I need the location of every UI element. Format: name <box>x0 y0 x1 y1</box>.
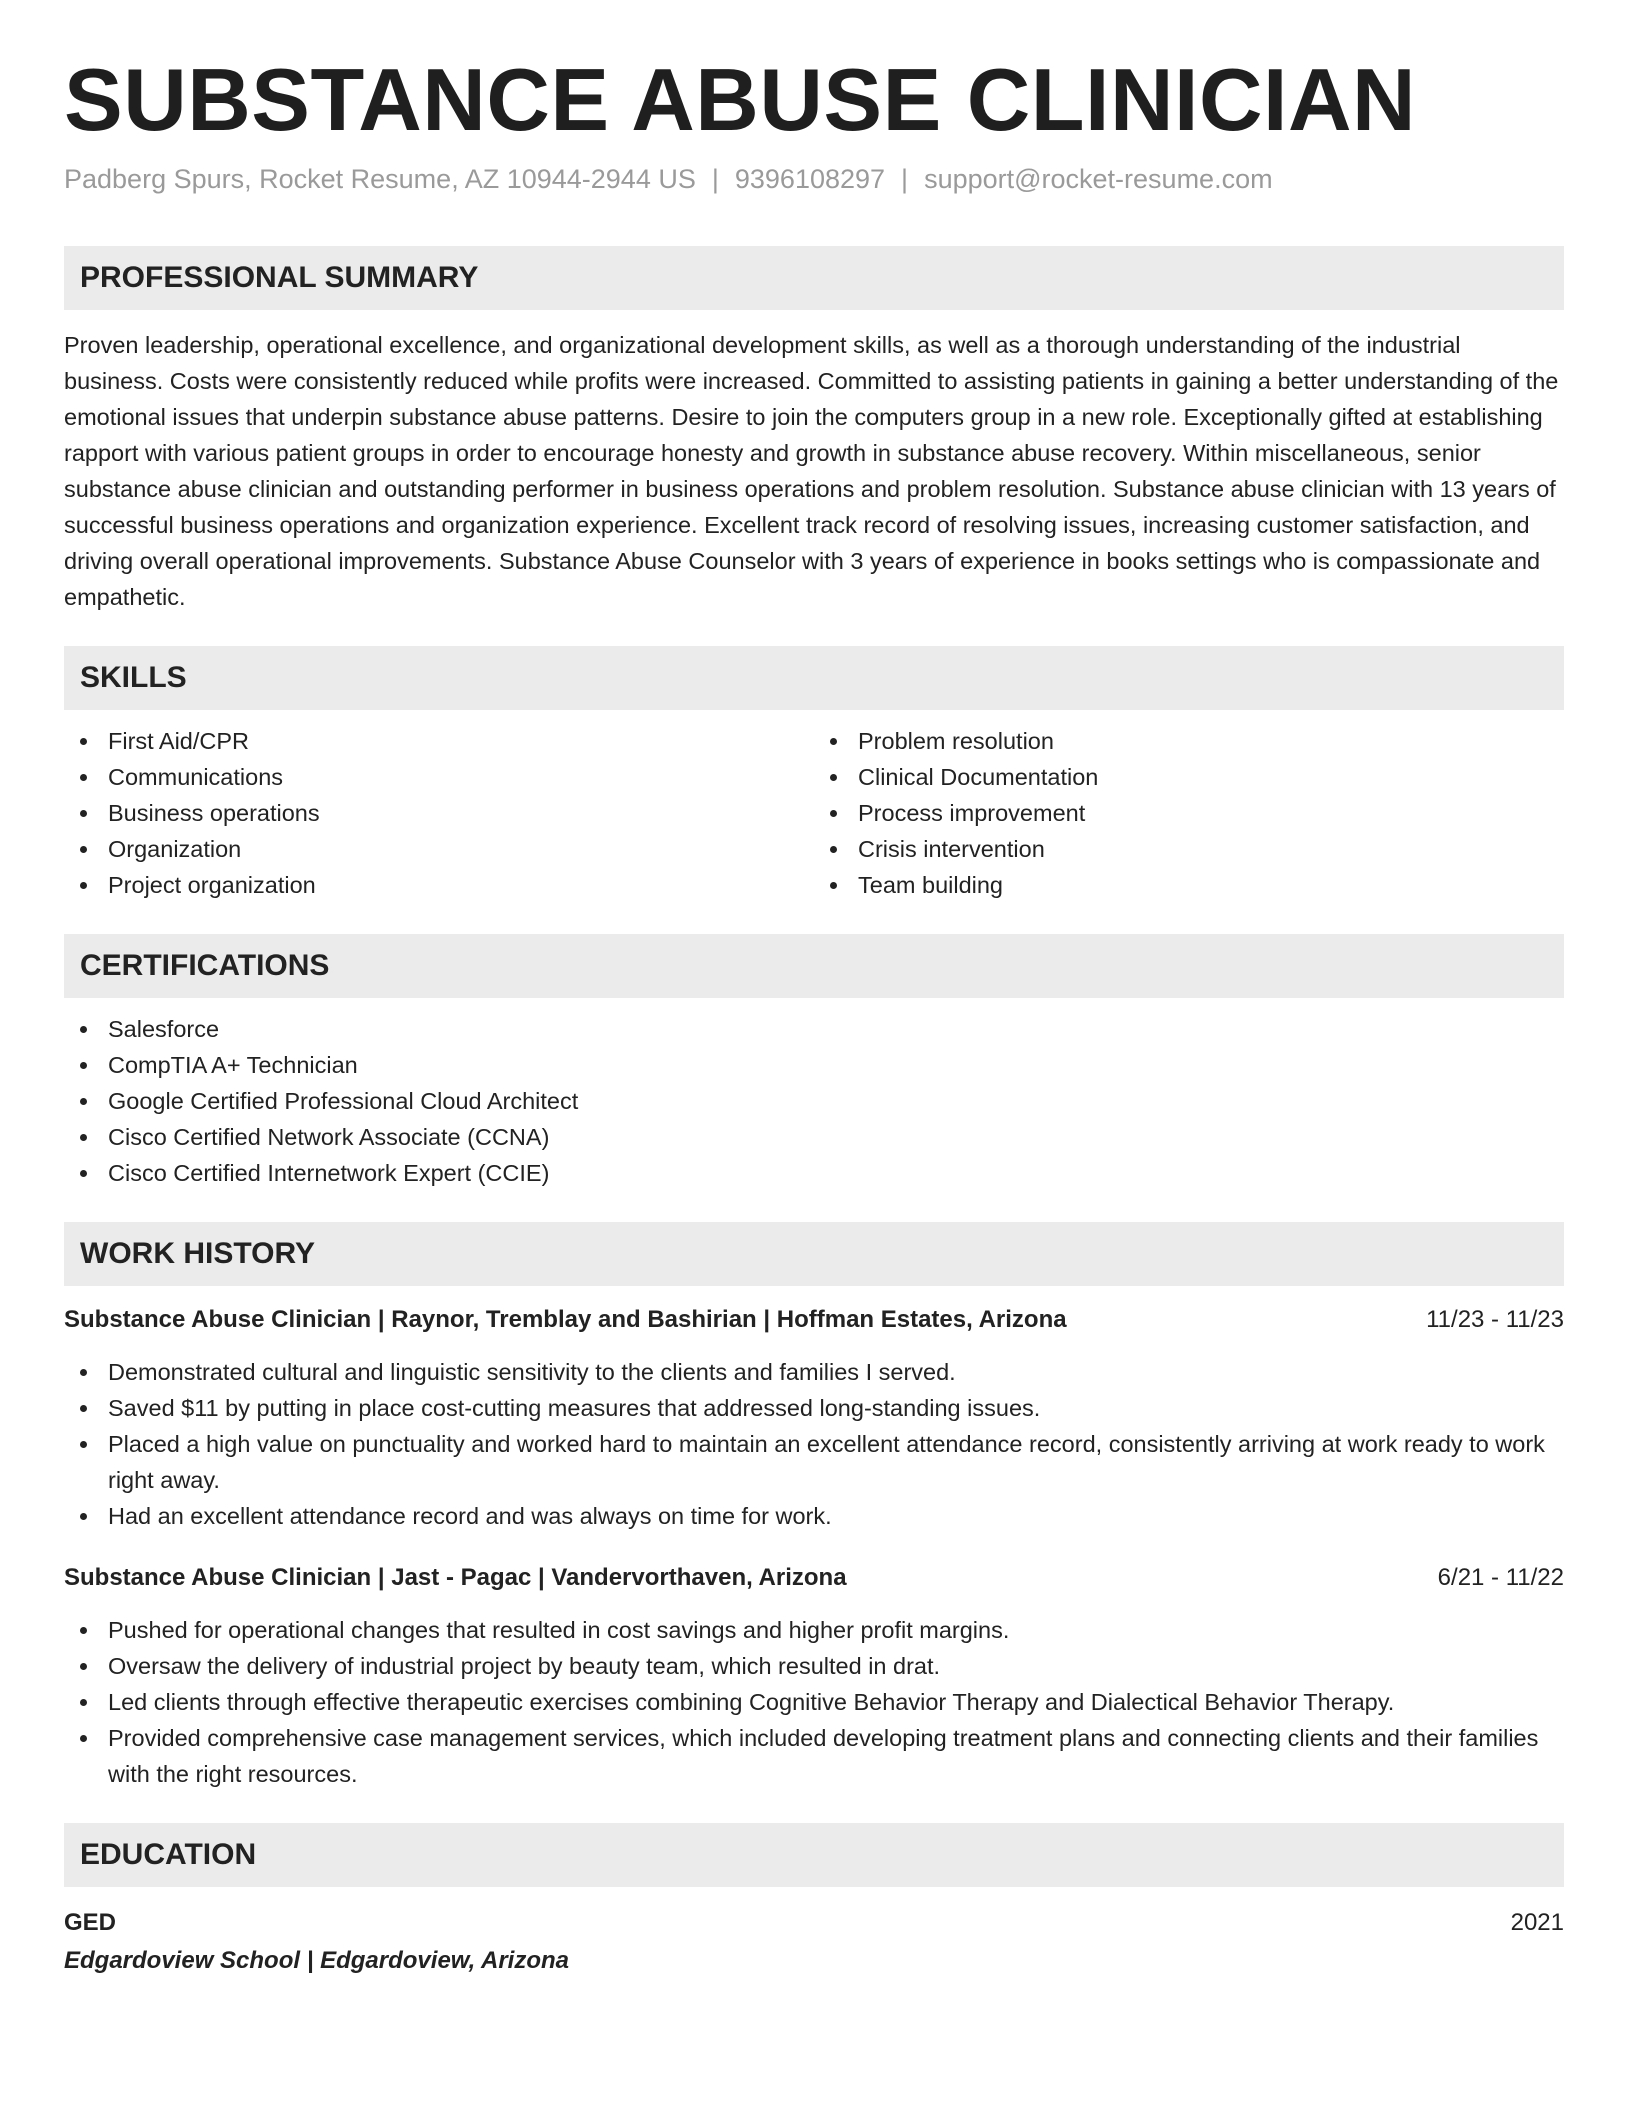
skill-item: Problem resolution <box>814 723 1564 759</box>
skill-item: Organization <box>64 831 814 867</box>
contact-separator: | <box>711 163 719 194</box>
resume-title: SUBSTANCE ABUSE CLINICIAN <box>64 50 1417 149</box>
education-school: Edgardoview School | Edgardoview, Arizona <box>64 1947 570 1975</box>
section-header-certifications: CERTIFICATIONS <box>64 934 1564 998</box>
certifications-list <box>64 1011 1564 1191</box>
certification-item: CompTIA A+ Technician <box>64 1047 1564 1083</box>
job-bullets <box>64 1354 1564 1534</box>
education-header <box>64 1905 1564 1941</box>
job-bullet: Demonstrated cultural and linguistic sensitivity to the clients and families I served. <box>64 1354 1564 1390</box>
job-bullet: Placed a high value on punctuality and worked hard to maintain an excellent attendance record, consistently arriving at work ready to work right away. <box>64 1426 1564 1498</box>
summary-text: Proven leadership, operational excellence, and organizational development skills, as well as a thorough understanding of the industrial business. Costs were consistently reduced while profits were increased. Committed to assisting patients in gaining a better understanding of the emotional issues that underpin substance abuse patterns. Desire to join the computers group in a new role. Exceptionally gifted at establishing rapport with various patient groups in order to encourage honesty and growth in substance abuse recovery. Within miscellaneous, senior substance abuse clinician and outstanding performer in business operations and problem resolution. Substance abuse clinician with 13 years of successful business operations and organization experience. Excellent track record of resolving issues, increasing customer satisfaction, and driving overall operational improvements. Substance Abuse Counselor with 3 years of experience in books settings who is compassionate and empathetic. <box>64 332 1559 611</box>
job-bullet: Led clients through effective therapeutic exercises combining Cognitive Behavior Therapy and Dialectical Behavior Therapy. <box>64 1684 1564 1720</box>
certification-item: Cisco Certified Network Associate (CCNA) <box>64 1119 1564 1155</box>
education-degree: GED <box>64 1909 117 1937</box>
skill-item: Process improvement <box>814 795 1564 831</box>
contact-phone: 9396108297 <box>734 163 886 194</box>
contact-address: Padberg Spurs, Rocket Resume, AZ 10944-2944 US <box>64 163 696 194</box>
job-bullet: Provided comprehensive case management services, which included developing treatment plans and connecting clients and their families with the right resources. <box>64 1720 1564 1792</box>
skill-item: First Aid/CPR <box>64 723 814 759</box>
skills-column-right <box>814 723 1564 903</box>
job-dates: 11/23 - 11/23 <box>1426 1306 1564 1334</box>
job-bullet: Had an excellent attendance record and was always on time for work. <box>64 1498 1564 1534</box>
contact-line <box>64 163 1564 195</box>
job-title: Substance Abuse Clinician | Jast - Pagac | Vandervorthaven, Arizona <box>64 1564 847 1592</box>
job-bullet: Oversaw the delivery of industrial project by beauty team, which resulted in drat. <box>64 1648 1564 1684</box>
job-entry <box>64 1560 1564 1792</box>
section-header-education: EDUCATION <box>64 1823 1564 1887</box>
job-dates: 6/21 - 11/22 <box>1437 1564 1564 1592</box>
certification-item: Cisco Certified Internetwork Expert (CCIE) <box>64 1155 1564 1191</box>
skills-column-left <box>64 723 814 903</box>
job-bullets <box>64 1612 1564 1792</box>
job-entry <box>64 1302 1564 1534</box>
job-header <box>64 1302 1564 1338</box>
skills-grid <box>64 723 1564 903</box>
certification-item: Salesforce <box>64 1011 1564 1047</box>
job-title: Substance Abuse Clinician | Raynor, Tremblay and Bashirian | Hoffman Estates, Arizona <box>64 1306 1067 1334</box>
skill-item: Clinical Documentation <box>814 759 1564 795</box>
skill-item: Crisis intervention <box>814 831 1564 867</box>
section-header-summary: PROFESSIONAL SUMMARY <box>64 246 1564 310</box>
section-header-skills: SKILLS <box>64 646 1564 710</box>
contact-separator: | <box>901 163 909 194</box>
job-bullet: Pushed for operational changes that resulted in cost savings and higher profit margins. <box>64 1612 1564 1648</box>
job-bullet: Saved $11 by putting in place cost-cutting measures that addressed long-standing issues. <box>64 1390 1564 1426</box>
education-year: 2021 <box>1510 1909 1564 1937</box>
section-header-work-history: WORK HISTORY <box>64 1222 1564 1286</box>
skill-item: Business operations <box>64 795 814 831</box>
skill-item: Communications <box>64 759 814 795</box>
certification-item: Google Certified Professional Cloud Architect <box>64 1083 1564 1119</box>
skill-item: Team building <box>814 867 1564 903</box>
skill-item: Project organization <box>64 867 814 903</box>
contact-email: support@rocket-resume.com <box>924 163 1273 194</box>
job-header <box>64 1560 1564 1596</box>
